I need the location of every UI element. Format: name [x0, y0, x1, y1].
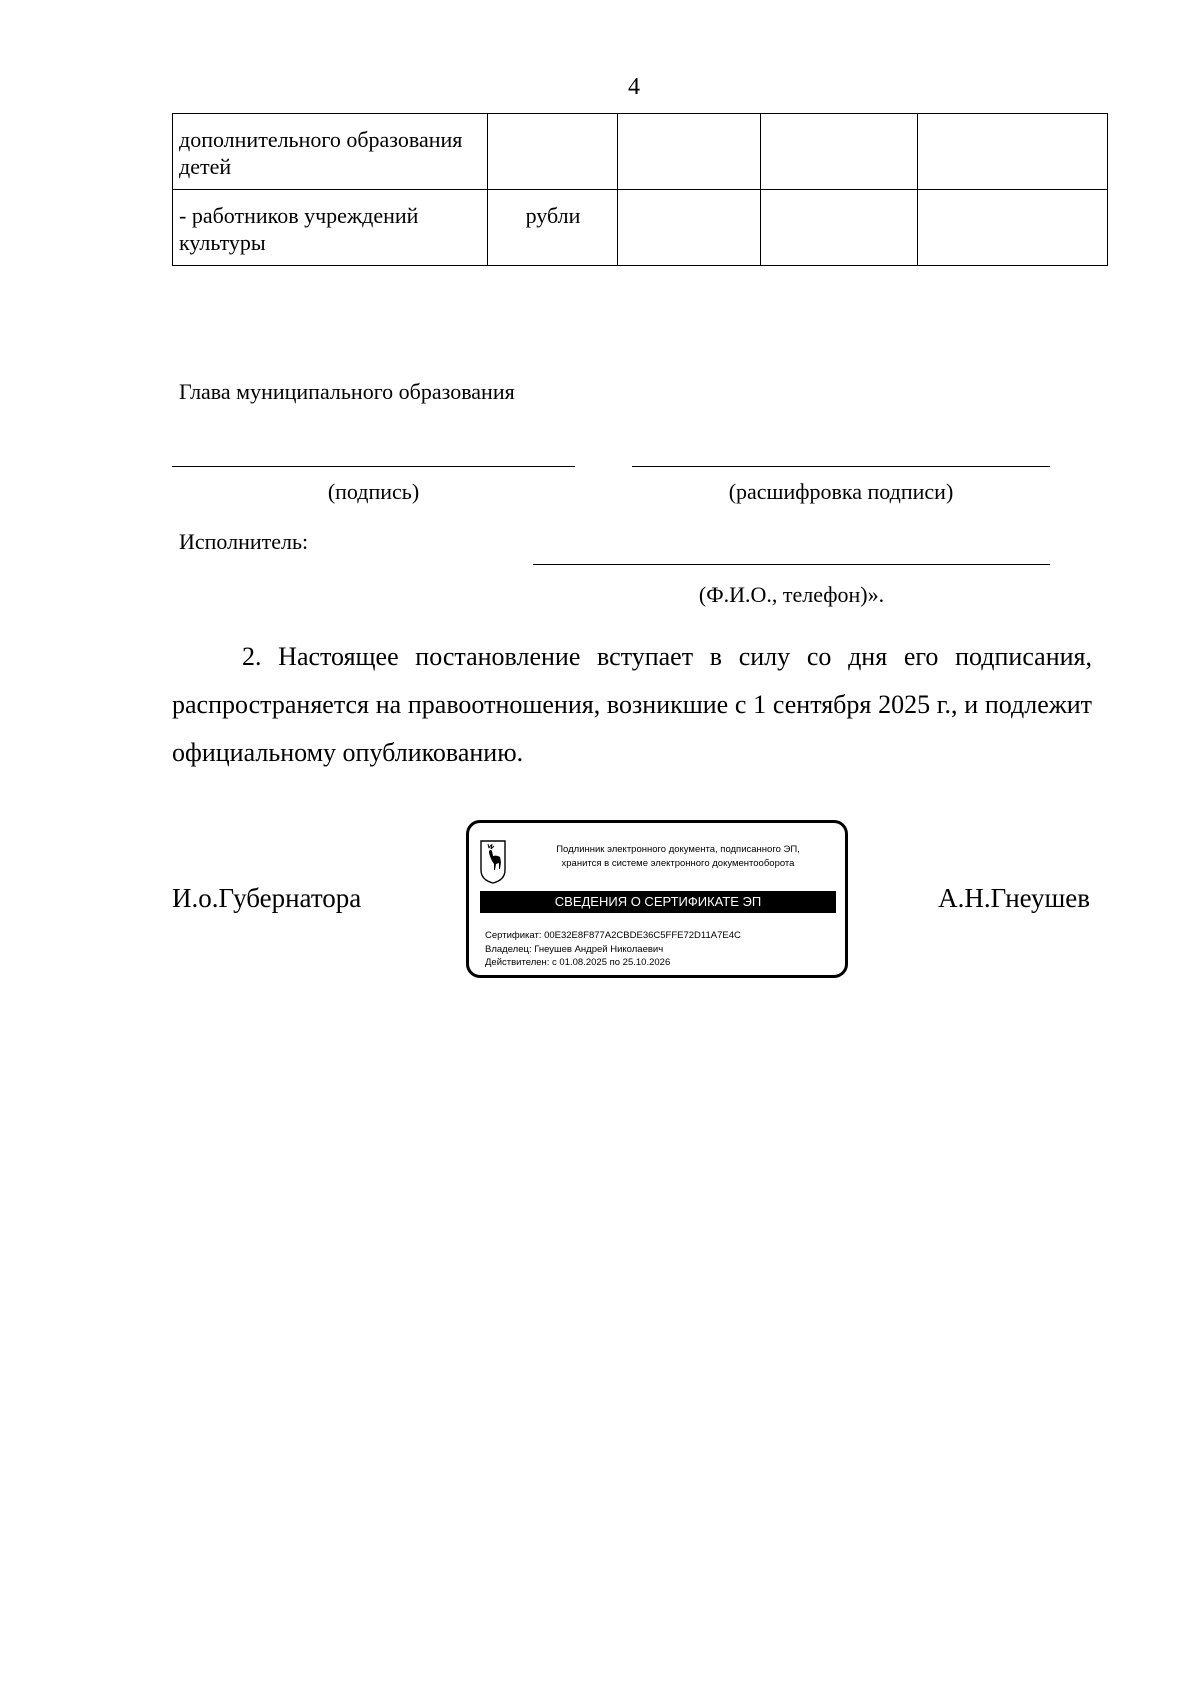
- table-cell-name: дополнительного образования детей: [173, 114, 488, 190]
- certificate-owner: Владелец: Гнеушев Андрей Николаевич: [485, 943, 664, 955]
- head-title: Глава муниципального образования: [179, 379, 515, 404]
- paragraph-text: 2. Настоящее постановление вступает в силу со дня его подписания, распространяется на правоотношения, возникшие с 1 сентября 2025 г., и подлежит официальному опубликованию.: [172, 642, 1092, 767]
- table-cell: [618, 114, 761, 190]
- executor-caption: (Ф.И.О., телефон)».: [698, 582, 885, 607]
- signer-name: А.Н.Гнеушев: [938, 883, 1090, 913]
- e-signature-stamp: [466, 820, 848, 978]
- table-row: [173, 114, 1108, 190]
- certificate-validity: Действителен: с 01.08.2025 по 25.10.2026: [485, 957, 671, 968]
- executor-line: [533, 564, 1050, 565]
- table-cell-unit: [488, 114, 618, 190]
- data-table: [172, 113, 1108, 266]
- decoding-caption: (расшифровка подписи): [728, 479, 954, 504]
- table-cell-unit: рубли: [488, 190, 618, 266]
- stamp-text-line2: хранится в системе электронного документооборота: [561, 858, 795, 869]
- table-row: [173, 190, 1108, 266]
- table-cell: [918, 114, 1108, 190]
- table-cell: [761, 190, 918, 266]
- page-number: 4: [628, 74, 640, 100]
- table-cell-name: - работников учреждений культуры: [173, 190, 488, 266]
- main-paragraph: [172, 633, 1092, 777]
- decoding-line: [632, 466, 1050, 467]
- position-title: И.о.Губернатора: [172, 883, 362, 913]
- table-cell: [618, 190, 761, 266]
- deer-emblem-icon: [480, 840, 506, 884]
- stamp-header-bar: СВЕДЕНИЯ О СЕРТИФИКАТЕ ЭП: [480, 891, 836, 913]
- certificate-number: Сертификат: 00E32E8F877A2CBDE36C5FFE72D11A7E4C: [485, 930, 741, 941]
- executor-label: Исполнитель:: [179, 529, 309, 554]
- table-cell: [761, 114, 918, 190]
- signature-caption: (подпись): [327, 479, 420, 504]
- stamp-text-line1: Подлинник электронного документа, подписанного ЭП,: [556, 844, 800, 855]
- signature-line: [172, 466, 575, 467]
- table-cell: [918, 190, 1108, 266]
